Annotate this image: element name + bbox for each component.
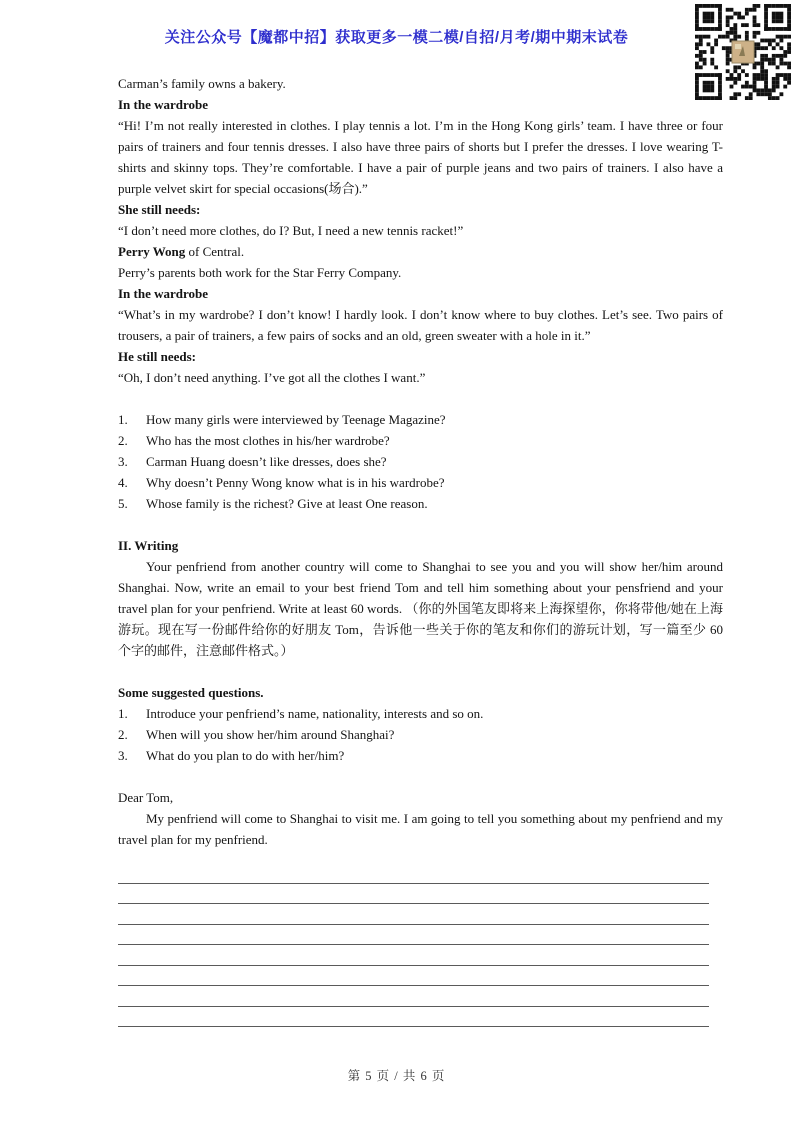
she-still-needs-heading: She still needs: [118,202,201,217]
question-number: 3. [118,748,128,763]
answer-line [118,945,709,966]
wardrobe-paragraph-1: “Hi! I’m not really interested in clothes. I play tennis a lot. I’m in the Hong Kong girls’ team. I have three or four pairs of trainers and four tennis dresses. I also have three pairs of shorts but I prefer the dresses. I love wearing T-shirts and skinny tops. They’re comfortable. I have a pair of purple jeans and two pairs of trainers. I also have a purple velvet skirt for special occasions(场合).” [118,118,723,196]
intro-line: Carman’s family owns a bakery. [118,76,286,91]
reading-question-5 [118,493,723,514]
suggested-questions-heading: Some suggested questions. [118,685,264,700]
answer-line [118,904,709,925]
wardrobe-heading-2: In the wardrobe [118,286,209,301]
reading-question-2 [118,430,723,451]
question-number: 1. [118,412,128,427]
header-promo: 关注公众号【魔都中招】获取更多一模二模/自招/月考/期中期末试卷 [164,29,629,46]
reading-question-1 [118,409,723,430]
wardrobe-heading-1: In the wardrobe [118,97,209,112]
question-number: 4. [118,475,128,490]
question-text: Why doesn’t Penny Wong know what is in his wardrobe? [146,475,445,490]
answer-line [118,1007,709,1028]
suggested-question-1 [118,703,723,724]
answer-line [118,966,709,987]
he-still-needs-heading: He still needs: [118,349,196,364]
answer-line [118,863,709,884]
reading-question-3 [118,451,723,472]
question-text: When will you show her/him around Shanghai? [146,727,395,742]
suggested-question-3 [118,745,723,766]
answer-lines-area [118,863,709,1027]
perry-parents-line: Perry’s parents both work for the Star Ferry Company. [118,265,402,280]
he-still-needs-quote: “Oh, I don’t need anything. I’ve got all the clothes I want.” [118,370,426,385]
letter-salutation: Dear Tom, [118,790,174,805]
question-number: 2. [118,727,128,742]
question-text: Carman Huang doesn’t like dresses, does she? [146,454,387,469]
answer-line [118,925,709,946]
question-text: Who has the most clothes in his/her wardrobe? [146,433,390,448]
question-number: 1. [118,706,128,721]
question-number: 5. [118,496,128,511]
question-text: How many girls were interviewed by Teenage Magazine? [146,412,446,427]
question-text: Whose family is the richest? Give at least One reason. [146,496,428,511]
answer-line [118,884,709,905]
answer-line [118,986,709,1007]
page-content [118,73,723,1027]
question-text: Introduce your penfriend’s name, nationality, interests and so on. [146,706,484,721]
she-still-needs-quote: “I don’t need more clothes, do I? But, I need a new tennis racket!” [118,223,464,238]
question-text: What do you plan to do with her/him? [146,748,345,763]
writing-section-heading: II. Writing [118,538,179,553]
perry-wong-rest: of Central. [185,244,245,259]
perry-wong-line [118,241,723,262]
question-number: 2. [118,433,128,448]
reading-question-4 [118,472,723,493]
wardrobe-paragraph-2: “What’s in my wardrobe? I don’t know! I hardly look. I don’t know where to buy clothes. Let’s see. Two pairs of trousers, a pair of trainers, a few pairs of socks and an old, green sweater with a hole in it.” [118,307,723,343]
suggested-question-2 [118,724,723,745]
letter-body: My penfriend will come to Shanghai to visit me. I am going to tell you something about my penfriend and my travel plan for my penfriend. [118,811,723,847]
question-number: 3. [118,454,128,469]
perry-wong-name: Perry Wong [118,244,186,259]
writing-prompt: Your penfriend from another country will come to Shanghai to see you and you will show her/him around Shanghai. Now, write an email to your best friend Tom and tell him something about your pensfriend and your travel plan for your penfriend. Write at least 60 words. （你的外国笔友即将来上海探望你，你将带他/她在上海游玩。现在写一份邮件给你的好朋友 Tom，告诉他一些关于你的笔友和你们的游玩计划，写一篇至少 60 个字的邮件，注意邮件格式。） [118,559,723,658]
page-footer: 第 5 页 / 共 6 页 [347,1069,446,1083]
